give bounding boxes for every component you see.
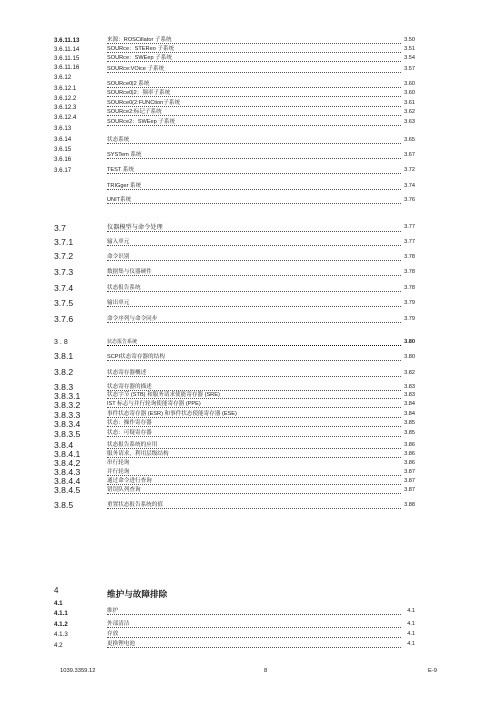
section-number: 4.1.3 [54,631,68,638]
toc-entry-page[interactable]: 3.85 [404,430,415,436]
toc-entry-title[interactable]: 状态报告系统 [107,339,138,345]
toc-entry-page[interactable]: 3.72 [404,167,415,173]
section-number: 3.7.5 [54,298,74,308]
toc-entry-page[interactable]: 3.88 [404,502,415,508]
toc-entry-page[interactable]: 3.57 [404,66,415,72]
section-number: 3.6.12.2 [54,95,77,102]
toc-entry-page[interactable]: 3.84 [404,401,415,407]
section-number: 3.8.2 [54,367,74,377]
section-number: 3.7.4 [54,283,74,293]
dot-leader [107,457,401,458]
section-number: 3.6.17 [54,167,72,174]
section-number: 3.8.3.2 [54,400,81,410]
section-number: 3.6.12 [54,74,72,81]
dot-leader [107,245,401,246]
dot-leader [107,627,401,628]
section-number: 3.8.4.5 [54,485,81,495]
dot-leader [107,614,401,615]
toc-entry-page[interactable]: 3.78 [404,285,415,291]
toc-entry-page[interactable]: 3.60 [404,90,415,96]
toc-entry-title[interactable]: 状态寄存器的描述 [107,384,152,390]
toc-entry-page[interactable]: 3.86 [404,442,415,448]
toc-entry-title[interactable]: 来源：ROSCillator 子系统 [107,37,172,43]
section-number: 3.8.4.4 [54,476,81,486]
toc-entry-title[interactable]: 仪器模型与命令处理 [107,224,163,231]
toc-entry-title[interactable]: 事件状态寄存器 (ESR) 和事件状态使能寄存器 (ESE) [107,411,237,417]
dot-leader [107,43,401,44]
section-number: 3.6.11.16 [54,64,80,71]
toc-entry-title[interactable]: 状态寄存器概述 [107,370,147,376]
dot-leader [107,125,401,126]
toc-entry-page[interactable]: 4.1 [407,608,415,614]
dot-leader [107,508,401,509]
toc-entry-title[interactable]: 状态字节 (STB) 和服务请求使能寄存器 (SRE) [107,392,220,398]
dot-leader [107,115,401,116]
dot-leader [107,173,401,174]
toc-entry-title[interactable]: 错误队列查询 [107,487,141,493]
toc-entry-title[interactable]: 数据集与仪器硬件 [107,269,152,275]
toc-entry-page[interactable]: 3.80 [404,339,415,345]
dot-leader [107,203,401,204]
toc-entry-page[interactable]: 3.61 [404,100,415,106]
dot-leader [107,96,401,97]
chapter-title[interactable]: 维护与故障排除 [107,589,168,599]
toc-entry-title[interactable]: 外部清洁 [107,621,130,627]
section-number: 3.6.16 [54,156,72,163]
section-number: 3.6.13 [54,125,72,132]
toc-entry-title[interactable]: SCPI状态寄存器的结构 [107,354,165,360]
dot-leader [107,143,401,144]
toc-entry-title[interactable]: IST 标志与并行轮询使能寄存器 (PPE) [107,401,201,407]
toc-entry-page[interactable]: 3.77 [404,239,415,245]
chapter-number: 4 [54,586,59,595]
dot-leader [107,637,401,638]
section-number: 3.7 [54,223,66,233]
toc-entry-page[interactable]: 3.67 [404,152,415,158]
toc-entry-page[interactable]: 3.83 [404,384,415,390]
page-number: 8 [264,668,268,674]
dot-leader [107,390,401,391]
section-number: 3.6.14 [54,136,72,143]
toc-entry-page[interactable]: 3.85 [404,420,415,426]
dot-leader [107,189,401,190]
toc-entry-title[interactable]: 命令序列与命令同步 [107,316,158,322]
toc-entry-page[interactable]: 3.86 [404,460,415,466]
dot-leader [107,647,401,648]
section-number: 3.7.6 [54,314,74,324]
section-number: 3.8.4.3 [54,467,81,477]
edition-label: E-9 [428,668,438,674]
dot-leader [107,322,401,323]
section-number: 3.8.3.4 [54,419,81,429]
toc-entry-title[interactable]: 维护 [107,608,119,614]
toc-entry-title[interactable]: SOURce0|2：频率子系统 [107,90,171,96]
toc-entry-page[interactable]: 3.78 [404,254,415,260]
dot-leader [107,417,401,418]
toc-entry-title[interactable]: 状态：可疑寄存器 [107,430,152,436]
section-number: 3.8 [54,339,70,346]
dot-leader [107,306,401,307]
dot-leader [107,106,401,107]
section-number: 3.8.3 [54,382,74,392]
toc-entry-title[interactable]: 串行轮询 [107,460,130,466]
dot-leader [107,436,401,437]
section-number: 4.1.2 [54,621,68,628]
toc-entry-title[interactable]: 输出单元 [107,300,130,306]
section-number: 4.1 [54,600,63,607]
dot-leader [107,376,401,377]
dot-leader [107,61,401,62]
toc-entry-title[interactable]: SOURce：SWEep 子系统 [107,55,172,61]
toc-entry-title[interactable]: 更换锂电池 [107,641,135,647]
section-number: 3.6.15 [54,146,72,153]
toc-entry-title[interactable]: SYSTem 系统 [107,152,142,158]
section-number: 3.8.5 [54,500,74,510]
toc-entry-page[interactable]: 3.50 [404,37,415,43]
toc-entry-title[interactable]: 服务请求，利用层级结构 [107,451,169,457]
toc-entry-title[interactable]: 存放 [107,631,119,637]
section-number: 3.8.3.5 [54,429,81,439]
toc-entry-page[interactable]: 3.74 [404,183,415,189]
toc-entry-title[interactable]: SOURce0(2:FUNCtion子系统 [107,100,181,106]
dot-leader [107,260,401,261]
section-number: 3.8.3.3 [54,410,81,420]
section-number: 3.6.12.3 [54,104,77,111]
toc-entry-page[interactable]: 4.1 [407,641,415,647]
dot-leader [107,275,401,276]
dot-leader [107,398,401,399]
toc-entry-title[interactable]: SOURce2：SWEep 子系统 [107,119,176,125]
section-number: 3.8.4 [54,440,74,450]
section-number: 3.8.4.2 [54,458,81,468]
document-number: 1039.3359.12 [60,668,96,674]
toc-entry-title[interactable]: 并行轮询 [107,469,130,475]
toc-entry-page[interactable]: 3.87 [404,469,415,475]
dot-leader [107,52,401,53]
dot-leader [107,360,401,361]
dot-leader [107,484,401,485]
toc-entry-page[interactable]: 3.78 [404,269,415,275]
toc-entry-page[interactable]: 3.51 [404,46,415,52]
toc-entry-page[interactable]: 3.86 [404,451,415,457]
dot-leader [107,407,401,408]
dot-leader [107,72,401,73]
toc-entry-page[interactable]: 3.60 [404,81,415,87]
section-number: 3.6.11.13 [54,37,80,44]
toc-entry-title[interactable]: 重置状态报告系统的值 [107,502,163,508]
section-number: 3.7.1 [54,237,74,247]
dot-leader [107,231,401,232]
toc-entry-title[interactable]: TEST 系统 [107,167,134,173]
toc-entry-title[interactable]: SOURce:VOice 子系统 [107,66,165,72]
section-number: 3.6.12.4 [54,114,77,121]
toc-entry-title[interactable]: 状态：操作寄存器 [107,420,152,426]
toc-entry-page[interactable]: 3.87 [404,478,415,484]
toc-entry-page[interactable]: 3.82 [404,370,415,376]
toc-entry-page[interactable]: 3.54 [404,55,415,61]
dot-leader [107,448,401,449]
dot-leader [107,158,401,159]
toc-entry-page[interactable]: 3.65 [404,137,415,143]
toc-entry-page[interactable]: 3.76 [404,197,415,203]
toc-entry-page[interactable]: 4.1 [407,621,415,627]
dot-leader [107,493,401,494]
dot-leader [107,291,401,292]
toc-entry-page[interactable]: 3.63 [404,119,415,125]
toc-entry-title[interactable]: SOURce：STEReo 子系统 [107,46,175,52]
dot-leader [107,345,401,346]
toc-entry-title[interactable]: SOURce2:标记子系统 [107,109,162,115]
toc-entry-page[interactable]: 4.1 [407,631,415,637]
toc-entry-page[interactable]: 3.80 [404,354,415,360]
toc-entry-page[interactable]: 3.83 [404,392,415,398]
section-number: 3.6.11.14 [54,46,80,53]
section-number: 4.1.1 [54,610,68,617]
section-number: 3.8.3.1 [54,391,81,401]
toc-entry-title[interactable]: 状态系统 [107,137,130,143]
section-number: 3.6.11.15 [54,55,80,62]
section-number: 3.7.2 [54,251,74,261]
toc-entry-title[interactable]: SOURce0|2 系统 [107,81,150,87]
section-number: 3.8.4.1 [54,449,81,459]
toc-entry-title[interactable]: 状态报告系统的应用 [107,442,158,448]
toc-entry-title[interactable]: UNIT系统 [107,197,132,203]
dot-leader [107,475,401,476]
toc-entry-page[interactable]: 3.84 [404,411,415,417]
toc-entry-title[interactable]: 输入单元 [107,239,130,245]
toc-entry-page[interactable]: 3.77 [404,224,415,230]
section-number: 4.2 [54,642,63,649]
dot-leader [107,87,401,88]
toc-entry-page[interactable]: 3.62 [404,109,415,115]
dot-leader [107,426,401,427]
toc-entry-title[interactable]: 状态报告系统 [107,285,141,291]
section-number: 3.7.3 [54,267,74,277]
toc-entry-title[interactable]: TRIGger 系统 [107,183,142,189]
toc-entry-title[interactable]: 通过命令进行查询 [107,478,152,484]
section-number: 3.6.12.1 [54,85,77,92]
toc-entry-page[interactable]: 3.79 [404,316,415,322]
toc-entry-title[interactable]: 命令识别 [107,254,130,260]
section-number: 3.8.1 [54,351,74,361]
toc-entry-page[interactable]: 3.87 [404,487,415,493]
toc-entry-page[interactable]: 3.79 [404,300,415,306]
